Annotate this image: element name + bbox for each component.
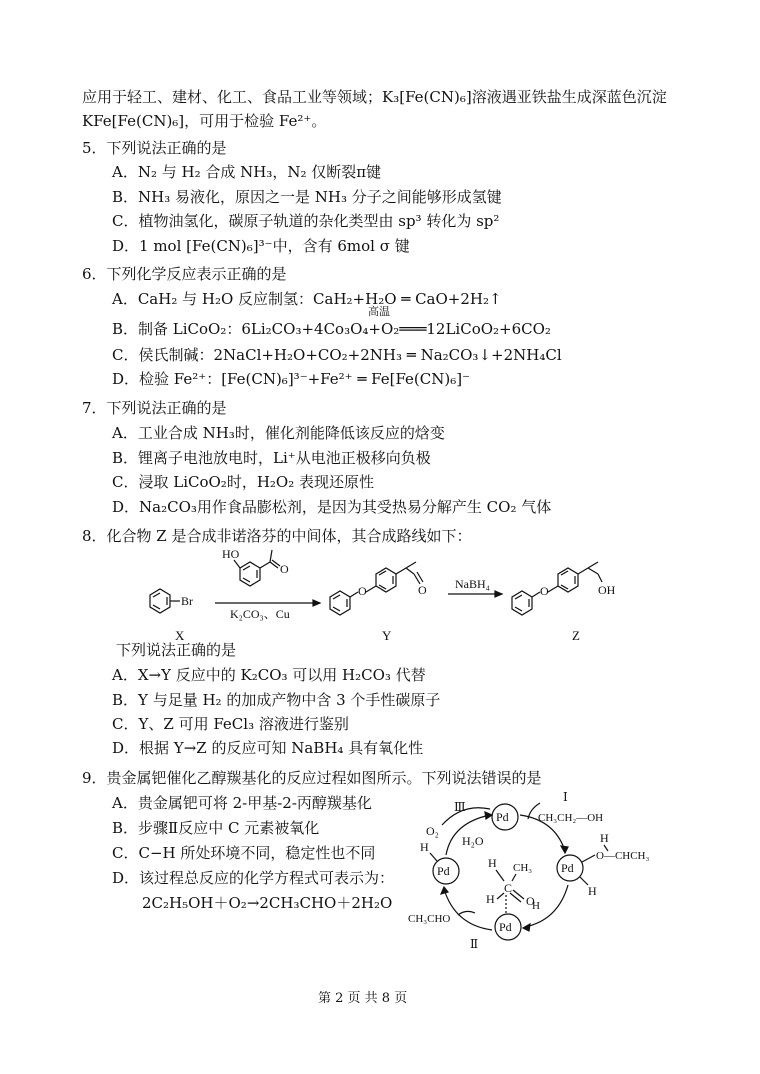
- q6-option-a: A．CaH₂ 与 H₂O 反应制氢：CaH₂+H₂O ═ CaO+2H₂↑: [112, 290, 502, 308]
- step-2-label: Ⅱ: [470, 937, 479, 951]
- pd-left-h-label: H: [420, 840, 429, 854]
- page-footer: 第 2 页 共 8 页: [318, 991, 408, 1006]
- q6-stem: 6．下列化学反应表示正确的是: [82, 265, 287, 283]
- step-1-label: Ⅰ: [563, 790, 568, 804]
- compound-y-structure: [330, 562, 423, 615]
- z-ether-o-label: O: [540, 584, 549, 598]
- reagent-2-label: NaBH₄: [455, 577, 490, 591]
- y-ether-o-label: O: [358, 584, 367, 598]
- ch3cho-label: CH₃CHO: [408, 913, 451, 925]
- ts-ch3-label: CH₃: [513, 862, 533, 874]
- z-oh-label: OH: [598, 583, 616, 597]
- compound-x-structure: [150, 589, 180, 613]
- alkoxide-label: O—CHCH₃: [596, 850, 650, 862]
- q8-sub-stem: 下列说法正确的是: [116, 641, 237, 659]
- step-3-label: Ⅲ: [454, 800, 466, 814]
- q9-option-d: D．该过程总反应的化学方程式可表示为：: [112, 869, 395, 887]
- compound-y-label: Y: [382, 628, 392, 643]
- reagent-1-label: K₂CO₃、Cu: [230, 607, 290, 621]
- q6-option-d: D．检验 Fe²⁺：[Fe(CN)₆]³⁻+Fe²⁺ ═ Fe[Fe(CN)₆]⁻: [112, 370, 471, 388]
- phenol-o-label: O: [280, 562, 289, 576]
- ts-o-label: O: [526, 894, 535, 908]
- q5-option-c: C．植物油氢化，碳原子轨道的杂化类型由 sp³ 转化为 sp²: [112, 212, 500, 230]
- q8-synthesis-scheme: [130, 548, 670, 648]
- phenol-ho-label: HO: [222, 548, 240, 561]
- ts-c-label: C: [504, 881, 513, 895]
- pd-right-h-label: H: [588, 884, 597, 898]
- compound-z-label: Z: [572, 628, 580, 643]
- q8-option-a: A．X→Y 反应中的 K₂CO₃ 可以用 H₂CO₃ 代替: [112, 666, 426, 684]
- q6-condition-high-temp: 高温: [368, 305, 390, 318]
- ts-h-top-label: H: [488, 856, 497, 870]
- q9-option-c: C．C−H 所处环境不同，稳定性也不同: [112, 844, 376, 862]
- intro-line-2: KFe[Fe(CN)₆]，可用于检验 Fe²⁺。: [82, 112, 327, 130]
- q5-option-d: D．1 mol [Fe(CN)₆]³⁻中，含有 6mol σ 键: [112, 237, 410, 255]
- intro-line-1: 应用于轻工、建材、化工、食品工业等领域；K₃[Fe(CN)₆]溶液遇亚铁盐生成深蓝色沉淀: [82, 88, 667, 106]
- q9-overall-equation: 2C₂H₅OH＋O₂→2CH₃CHO＋2H₂O: [142, 894, 393, 912]
- q8-stem: 8．化合物 Z 是合成非诺洛芬的中间体，其合成路线如下：: [82, 527, 472, 545]
- reagent-phenol-structure: [234, 550, 280, 586]
- ts-h-left-label: H: [486, 892, 495, 906]
- pd-bottom-label: Pd: [499, 920, 512, 934]
- q6-option-c: C．侯氏制碱：2NaCl+H₂O+CO₂+2NH₃ ═ Na₂CO₃↓+2NH₄Cl: [112, 346, 562, 364]
- h2o-label: H₂O: [462, 834, 484, 848]
- q5-option-a: A．N₂ 与 H₂ 合成 NH₃，N₂ 仅断裂π键: [112, 163, 382, 181]
- alkoxide-h-label: H: [600, 831, 609, 845]
- compound-z-structure: [512, 562, 602, 615]
- arrow-head-1: [313, 600, 320, 606]
- q7-option-a: A．工业合成 NH₃时，催化剂能降低该反应的焓变: [112, 424, 445, 442]
- q5-stem: 5．下列说法正确的是: [82, 139, 227, 157]
- q7-option-d: D．Na₂CO₃用作食品膨松剂，是因为其受热易分解产生 CO₂ 气体: [112, 498, 552, 516]
- x-br-label: Br: [181, 594, 193, 608]
- q9-option-b: B．步骤Ⅱ反应中 C 元素被氧化: [112, 819, 320, 837]
- pd-top-label: Pd: [496, 810, 509, 824]
- q7-option-b: B．锂离子电池放电时，Li⁺从电池正极移向负极: [112, 449, 431, 467]
- o2-label: O₂: [426, 824, 439, 838]
- q7-option-c: C．浸取 LiCoO₂时，H₂O₂ 表现还原性: [112, 473, 374, 491]
- q7-stem: 7．下列说法正确的是: [82, 399, 227, 417]
- pd-right-label: Pd: [561, 861, 574, 875]
- ethanol-label: CH₃CH₂—OH: [538, 812, 604, 824]
- q9-stem: 9．贵金属钯催化乙醇羰基化的反应过程如图所示。下列说法错误的是: [82, 769, 542, 787]
- q5-option-b: B．NH₃ 易液化，原因之一是 NH₃ 分子之间能够形成氢键: [112, 188, 502, 206]
- pd-left-label: Pd: [437, 864, 450, 878]
- q9-option-a: A．贵金属钯可将 2-甲基-2-丙醇羰基化: [112, 794, 372, 812]
- ch3cho-arrow: [458, 911, 475, 915]
- ts-h-right-label: H: [532, 900, 540, 912]
- q6-option-b: B．制备 LiCoO₂：6Li₂CO₃+4Co₃O₄+O₂═══12LiCoO₂+6CO₂: [112, 320, 551, 338]
- q8-option-c: C．Y、Z 可用 FeCl₃ 溶液进行鉴别: [112, 715, 349, 733]
- cycle-arc-bottom-left: [444, 889, 492, 930]
- arrow-head-2: [495, 591, 502, 597]
- compound-x-label: X: [175, 628, 185, 643]
- q8-option-b: B．Y 与足量 H₂ 的加成产物中含 3 个手性碳原子: [112, 691, 441, 709]
- q9-catalytic-cycle-diagram: [400, 785, 690, 955]
- q8-option-d: D．根据 Y→Z 的反应可知 NaBH₄ 具有氧化性: [112, 739, 424, 757]
- y-carbonyl-o-label: O: [418, 583, 427, 597]
